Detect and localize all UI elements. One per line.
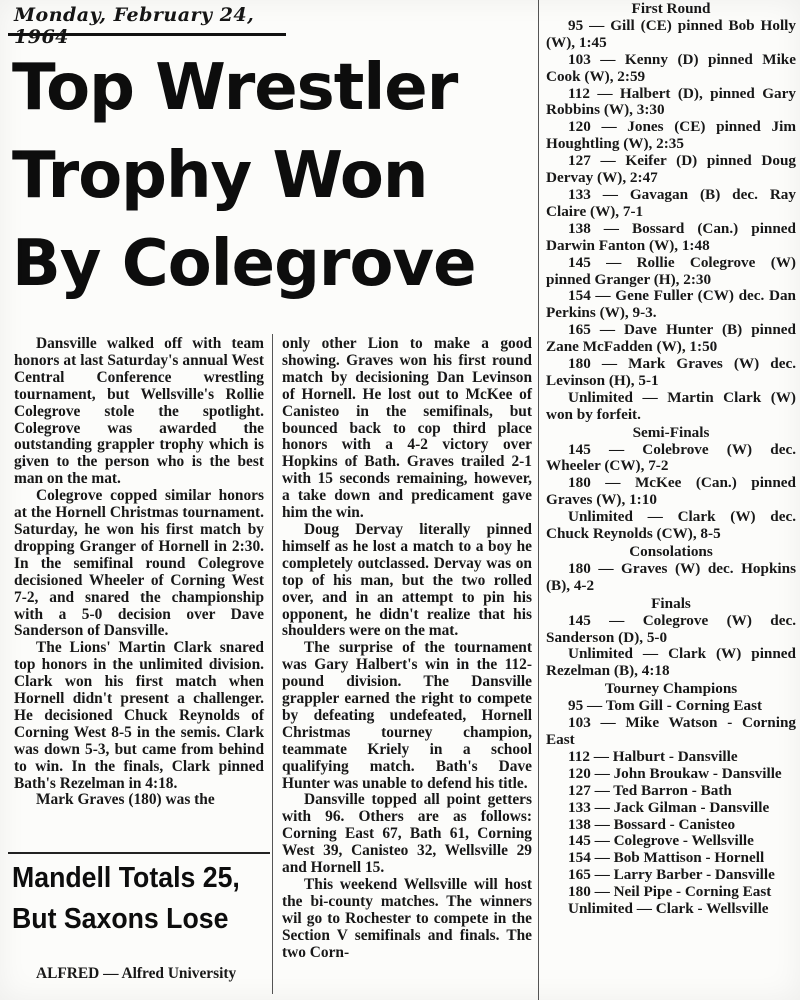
result-line: 180 — Graves (W) dec. Hopkins (B), 4-2 xyxy=(546,559,796,594)
result-line: 180 — Mark Graves (W) dec. Levinson (H), 5-1 xyxy=(546,355,796,389)
result-line: 95 — Tom Gill - Corning East xyxy=(568,697,763,715)
result-line: 180 — McKee (Can.) pinned Graves (W), 1:10 xyxy=(546,474,796,509)
headline xyxy=(12,44,532,308)
result-line: Unlimited — Clark (W) pinned Rezelman (B), 4:18 xyxy=(546,645,796,680)
section-heading-consolations: Consolations xyxy=(629,543,713,560)
result-line: 154 — Gene Fuller (CW) dec. Dan Perkins (W), 9-3. xyxy=(546,287,796,322)
column-divider xyxy=(538,0,539,1000)
article-column-2 xyxy=(282,336,532,962)
result-line: 145 — Colebrove (W) dec. Wheeler (CW), 7-2 xyxy=(546,440,796,475)
headline-line: Trophy Won xyxy=(12,139,428,213)
column-divider xyxy=(272,334,273,994)
paragraph: only other Lion to make a good showing. Graves won his first round match by decisioning Dan Levinson of Hornell. He lost out to McKee of Canisteo in the semifinals, but bounced back to cop third place honors with a 4-2 victory over Hopkins of Bath. Graves trailed 2-1 with 15 seconds remaining, however, a take down and predicament gave him the win. xyxy=(282,335,532,522)
result-line: 165 — Dave Hunter (B) pinned Zane McFadden (W), 1:50 xyxy=(546,321,796,356)
headline-line: Top Wrestler xyxy=(12,51,458,125)
headline-line: By Colegrove xyxy=(12,227,476,301)
result-line: 103 — Kenny (D) pinned Mike Cook (W), 2:59 xyxy=(546,50,796,85)
section-heading-finals: Finals xyxy=(651,594,691,612)
section-rule xyxy=(8,852,270,854)
result-line: 127 — Keifer (D) pinned Doug Dervay (W), 2:47 xyxy=(546,152,796,187)
result-line: 165 — Larry Barber - Dansville xyxy=(568,866,775,884)
result-line: Unlimited — Martin Clark (W) won by forfeit. xyxy=(546,388,796,423)
result-line: 112 — Halbert (D), pinned Gary Robbins (W), 3:30 xyxy=(546,84,796,119)
paragraph: This weekend Wellsville will host the bi-county matches. The winners wil go to Rochester to compete in the Section V semifinals and finals. The two Corn- xyxy=(282,876,532,961)
result-line: 154 — Bob Mattison - Hornell xyxy=(568,849,765,867)
paragraph: Mark Graves (180) was the xyxy=(36,791,215,809)
result-line: 145 — Colegrove - Wellsville xyxy=(568,832,754,850)
paragraph: Colegrove copped similar honors at the Hornell Christmas tournament. Saturday, he won his first match by dropping Granger of Hornell in 2:30. In the semifinal round Colegrove decisioned Wheeler of Corning West 7-2, and snared the championship with a 5-0 decision over Dave Sanderson of Dansville. xyxy=(14,487,264,640)
finals-results xyxy=(546,613,796,681)
result-line: 133 — Gavagan (B) dec. Ray Claire (W), 7-1 xyxy=(546,185,796,220)
paragraph: Dansville walked off with team honors at last Saturday's annual West Central Conference wrestling tournament, but Wellsville's Rollie Colegrove stole the spotlight. Colegrove was awarded the outstanding grappler trophy which is given to the person who is the best man on the mat. xyxy=(14,335,264,488)
result-line: 103 — Mike Watson - Corning East xyxy=(546,714,796,748)
result-line: 112 — Halburt - Dansville xyxy=(568,747,738,765)
section-heading-first-round: First Round xyxy=(631,0,711,17)
result-line: Unlimited — Clark (W) dec. Chuck Reynolds (CW), 8-5 xyxy=(546,508,796,543)
semi-final-results xyxy=(546,442,796,543)
champions-list xyxy=(546,698,796,918)
sub-article xyxy=(14,966,264,983)
top-rule xyxy=(8,33,286,36)
result-line: 133 — Jack Gilman - Dansville xyxy=(568,798,770,816)
result-line: 95 — Gill (CE) pinned Bob Holly (W), 1:45 xyxy=(546,16,796,51)
result-line: 138 — Bossard (Can.) pinned Darwin Fanton (W), 1:48 xyxy=(546,219,796,254)
paragraph: The surprise of the tournament was Gary Halbert's win in the 112-pound division. The Dansville grappler earned the right to compete by defeating undefeated, Hornell Christmas tourney champion, teammate Kriely in a school qualifying match. Bath's Dave Hunter was unable to defend his title. xyxy=(282,639,532,792)
results-column xyxy=(546,0,796,918)
result-line: 127 — Ted Barron - Bath xyxy=(568,781,732,799)
result-line: 145 — Colegrove (W) dec. Sanderson (D), 5-0 xyxy=(546,611,796,646)
paragraph: Doug Dervay literally pinned himself as he lost a match to a boy he completely outclassed. Dervay was on top of his man, but the two rolled over, and in an attempt to pin his opponent, he didn't realize that his shoulders were on the mat. xyxy=(282,520,532,640)
section-heading-champions: Tourney Champions xyxy=(604,680,738,698)
sub-headline-line: Mandell Totals 25, xyxy=(12,862,240,894)
paragraph: The Lions' Martin Clark snared top honors in the unlimited division. Clark won his first match when Hornell didn't present a challenger. He decisioned Chuck Reynolds of Corning West 8-5 in the semis. Clark was down 5-3, but came from behind to win. In the finals, Clark pinned Bath's Rezelman in 4:18. xyxy=(14,639,264,792)
result-line: 120 — John Broukaw - Dansville xyxy=(568,764,782,782)
result-line: 138 — Bossard - Canisteo xyxy=(568,815,736,833)
result-line: 180 — Neil Pipe - Corning East xyxy=(568,883,772,901)
paragraph: ALFRED — Alfred University xyxy=(36,965,237,982)
result-line: Unlimited — Clark - Wellsville xyxy=(568,900,769,918)
sub-headline xyxy=(12,858,249,940)
result-line: 145 — Rollie Colegrove (W) pinned Granger (H), 2:30 xyxy=(546,253,796,288)
section-heading-semi-finals: Semi-Finals xyxy=(632,423,710,441)
sub-headline-line: But Saxons Lose xyxy=(12,903,229,935)
result-line: 120 — Jones (CE) pinned Jim Houghtling (W), 2:35 xyxy=(546,118,796,153)
dateline: Monday, February 24, 1964 xyxy=(14,4,255,48)
article-column-1 xyxy=(14,336,264,809)
paragraph: Dansville topped all point getters with 96. Others are as follows: Corning East 67, Bath 61, Corning West 39, Canisteo 32, Wellsville 29 and Hornell 15. xyxy=(282,791,532,877)
consolation-results xyxy=(546,561,796,595)
first-round-results xyxy=(546,18,796,424)
